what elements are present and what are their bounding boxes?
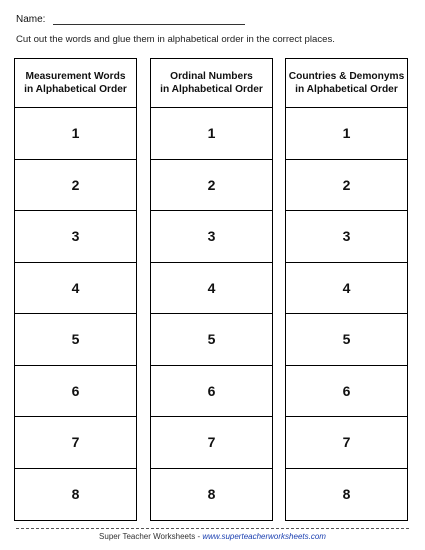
answer-cell-5[interactable]: 5 [15, 314, 136, 366]
answer-cell-8[interactable]: 8 [207, 486, 216, 503]
column-title-line1: Countries & Demonyms [288, 71, 405, 82]
column-title-line2: in Alphabetical Order [160, 84, 263, 95]
answer-cell-3[interactable]: 3 [286, 211, 407, 263]
answer-cell-2[interactable]: 2 [151, 160, 272, 212]
column-countries-demonyms [285, 58, 408, 521]
answer-cell-6[interactable]: 6 [151, 366, 272, 418]
footer-url-link[interactable]: www.superteacherworksheets.com [202, 532, 326, 541]
column-ordinal-numbers [150, 58, 273, 521]
name-row [16, 14, 245, 25]
answer-cell-3[interactable]: 3 [151, 211, 272, 263]
answer-cell-4[interactable]: 4 [15, 263, 136, 315]
answer-cell-7[interactable]: 7 [286, 417, 407, 469]
column-header [151, 59, 272, 108]
answer-cell-2[interactable]: 2 [286, 160, 407, 212]
footer-brand: Super Teacher Worksheets - [99, 532, 203, 541]
answer-cell-5[interactable]: 5 [151, 314, 272, 366]
answer-cell-1[interactable]: 1 [15, 108, 136, 160]
answer-cell-1[interactable]: 1 [151, 108, 272, 160]
answer-cell-2[interactable]: 2 [15, 160, 136, 212]
answer-cell-4[interactable]: 4 [286, 263, 407, 315]
column-title-line2: in Alphabetical Order [24, 84, 127, 95]
answer-cell-3[interactable]: 3 [15, 211, 136, 263]
column-title-line2: in Alphabetical Order [295, 84, 398, 95]
name-field[interactable] [53, 14, 245, 25]
column-header [286, 59, 407, 108]
name-label: Name: [16, 14, 46, 25]
instructions: Cut out the words and glue them in alphabetical order in the correct places. [16, 34, 335, 45]
answer-cell-6[interactable]: 6 [15, 366, 136, 418]
column-title-line1: Measurement Words [25, 71, 126, 82]
answer-cell-8[interactable]: 8 [342, 486, 351, 503]
answer-cell-6[interactable]: 6 [286, 366, 407, 418]
answer-cell-7[interactable]: 7 [15, 417, 136, 469]
answer-cell-1[interactable]: 1 [286, 108, 407, 160]
answer-cell-4[interactable]: 4 [151, 263, 272, 315]
answer-cell-7[interactable]: 7 [151, 417, 272, 469]
column-header [15, 59, 136, 108]
cut-line [16, 528, 409, 529]
answer-cell-5[interactable]: 5 [286, 314, 407, 366]
column-measurement-words [14, 58, 137, 521]
footer [0, 532, 425, 541]
column-title-line1: Ordinal Numbers [170, 71, 253, 82]
answer-cell-8[interactable]: 8 [71, 486, 80, 503]
